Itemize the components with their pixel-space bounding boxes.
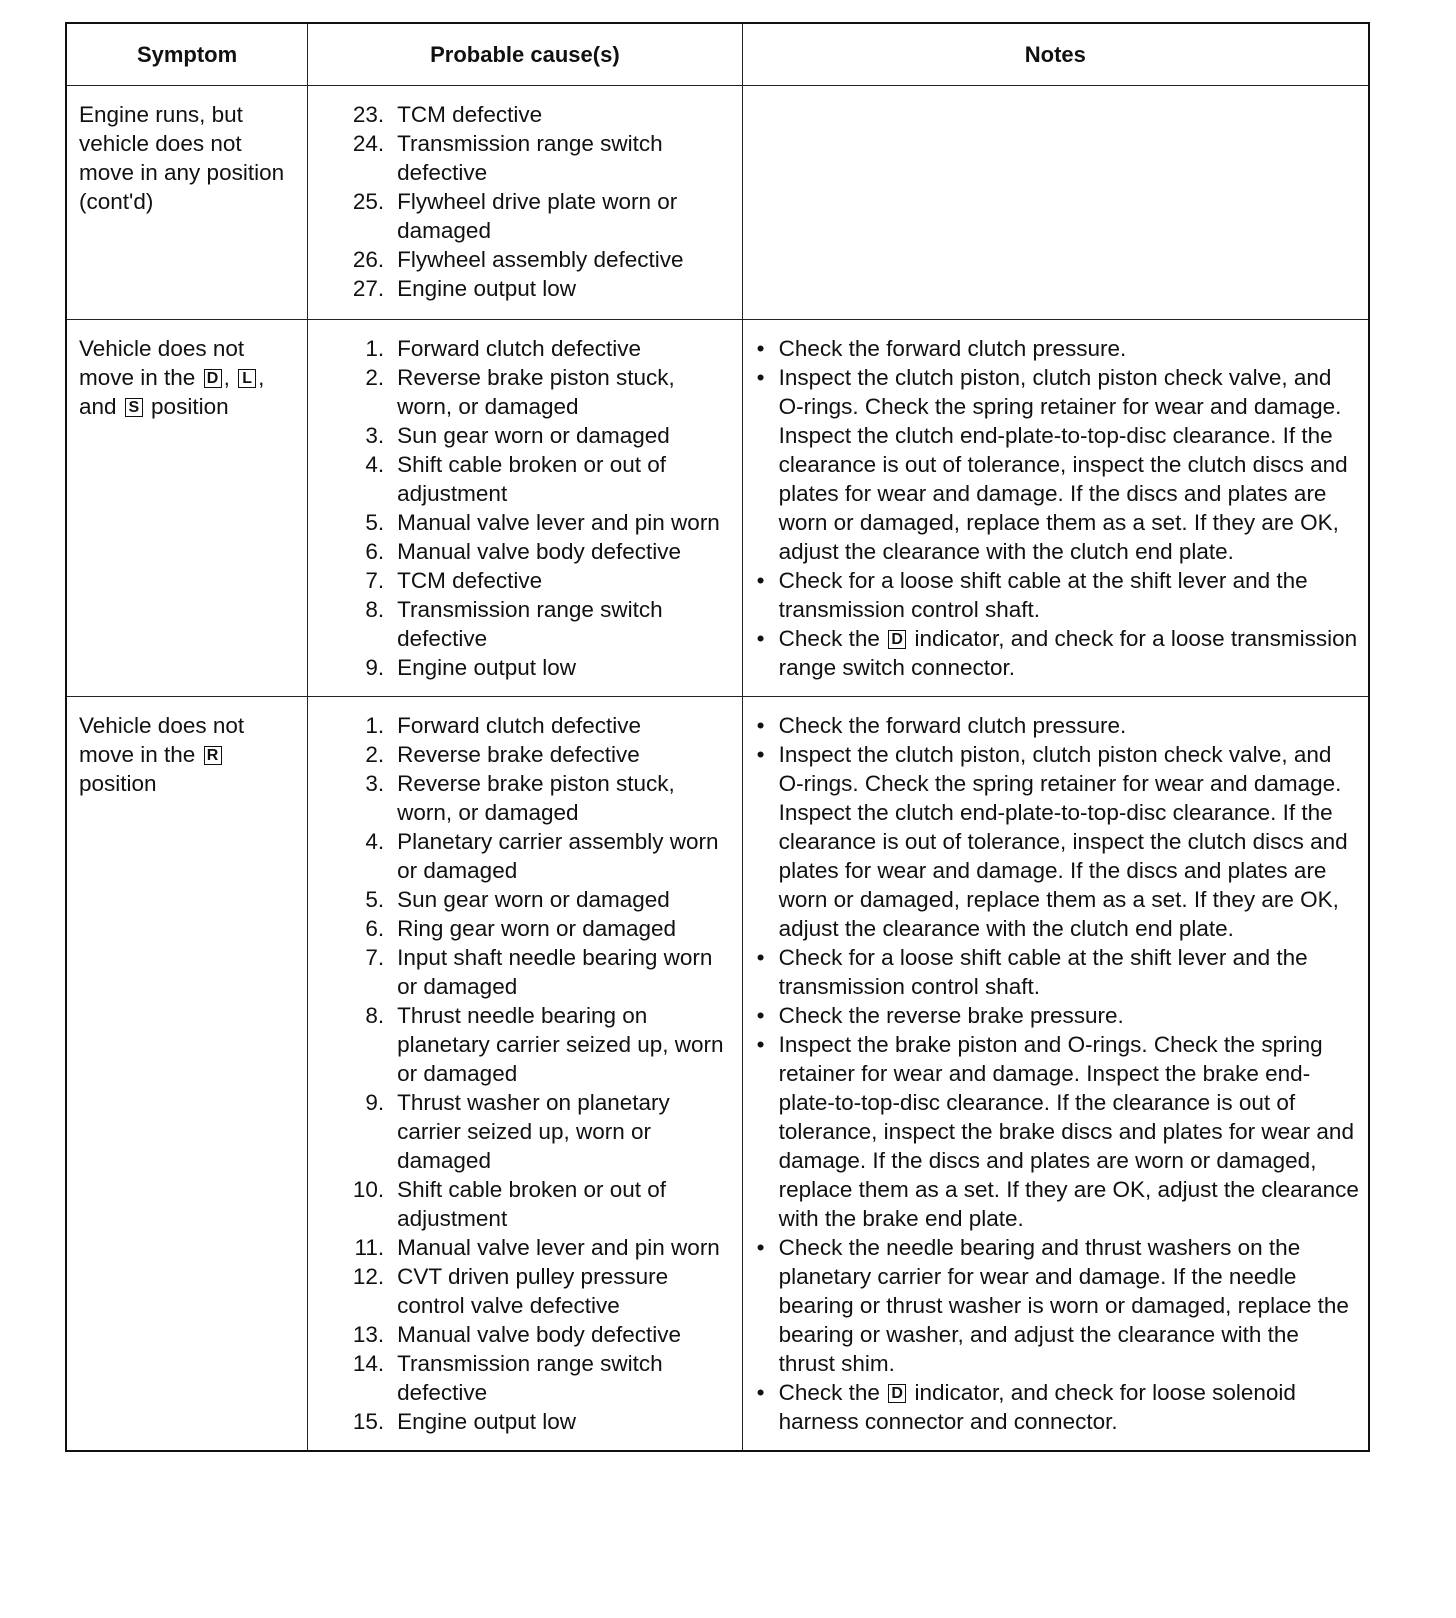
- cause-number: 8.: [365, 597, 385, 622]
- cause-item: [326, 1349, 735, 1407]
- note-item: [755, 334, 1360, 363]
- cause-text: TCM defective: [397, 102, 543, 127]
- cause-item: [326, 100, 735, 129]
- note-text: Inspect the brake piston and O-rings. Check the spring retainer for wear and damage. Inspect the brake end-plate-to-top-disc clearance. If the clearance is out of tolerance, inspect the brake discs and plates for wear and damage. If the discs and plates are worn or damaged, replace them as a set. If they are OK, adjust the clearance with the brake end plate.: [778, 1032, 1359, 1231]
- cause-number: 5.: [365, 510, 385, 535]
- cause-text: Input shaft needle bearing worn or damaged: [397, 945, 713, 999]
- cause-item: [326, 740, 735, 769]
- note-text: Check the forward clutch pressure.: [778, 336, 1127, 361]
- cause-number: 9.: [365, 655, 385, 680]
- cause-number: 26.: [352, 247, 385, 272]
- cause-text: Sun gear worn or damaged: [397, 423, 670, 448]
- cause-number: 10.: [352, 1177, 385, 1202]
- note-item: [755, 711, 1360, 740]
- bullet-icon: •: [756, 568, 765, 593]
- cause-number: 2.: [365, 742, 385, 767]
- cause-number: 23.: [352, 102, 385, 127]
- cause-text: Engine output low: [397, 1409, 577, 1434]
- cause-item: [326, 827, 735, 885]
- cause-item: [326, 129, 735, 187]
- cause-item: [326, 450, 735, 508]
- cause-number: 4.: [365, 829, 385, 854]
- gear-position-s-symbol: S: [125, 398, 143, 417]
- cause-item: [326, 1175, 735, 1233]
- cause-item: [326, 187, 735, 245]
- cause-item: [326, 653, 735, 682]
- cause-number: 24.: [352, 131, 385, 156]
- cause-item: [326, 1320, 735, 1349]
- notes-cell: [742, 320, 1369, 697]
- cause-item: [326, 508, 735, 537]
- table-row: [66, 320, 1369, 697]
- cause-number: 6.: [365, 539, 385, 564]
- bullet-icon: •: [756, 1032, 765, 1057]
- cause-number: 9.: [365, 1090, 385, 1115]
- cause-item: [326, 769, 735, 827]
- note-text: Check the D indicator, and check for loose solenoid harness connector and connector.: [778, 1380, 1296, 1434]
- cause-item: [326, 1001, 735, 1088]
- cause-text: Manual valve lever and pin worn: [397, 510, 720, 535]
- cause-text: Manual valve lever and pin worn: [397, 1235, 720, 1260]
- cause-number: 4.: [365, 452, 385, 477]
- cause-text: CVT driven pulley pressure control valve defective: [397, 1264, 669, 1318]
- note-item: [755, 943, 1360, 1001]
- note-item: [755, 566, 1360, 624]
- cause-text: Reverse brake defective: [397, 742, 640, 767]
- cause-number: 5.: [365, 887, 385, 912]
- cause-text: Forward clutch defective: [397, 336, 641, 361]
- header-probable-causes: Probable cause(s): [308, 23, 742, 86]
- table-row: [66, 697, 1369, 1452]
- note-text: Check the forward clutch pressure.: [778, 713, 1127, 738]
- cause-item: [326, 537, 735, 566]
- header-notes: Notes: [742, 23, 1369, 86]
- cause-number: 8.: [365, 1003, 385, 1028]
- cause-text: Engine output low: [397, 276, 577, 301]
- gear-position-l-symbol: L: [238, 369, 256, 388]
- gear-position-d-symbol: D: [204, 369, 222, 388]
- cause-text: Engine output low: [397, 655, 577, 680]
- bullet-icon: •: [756, 1380, 765, 1405]
- cause-text: Forward clutch defective: [397, 713, 641, 738]
- note-item: [755, 1233, 1360, 1378]
- bullet-icon: •: [756, 742, 765, 767]
- cause-text: Reverse brake piston stuck, worn, or damaged: [397, 771, 675, 825]
- cause-item: [326, 566, 735, 595]
- cause-text: Thrust needle bearing on planetary carrier seized up, worn or damaged: [397, 1003, 724, 1086]
- note-text: Check the needle bearing and thrust washers on the planetary carrier for wear and damage. If the needle bearing or thrust washer is worn or damaged, replace the bearing or washer, and adjust the clearance with the thrust shim.: [778, 1235, 1349, 1376]
- note-text: Check for a loose shift cable at the shift lever and the transmission control shaft.: [778, 568, 1308, 622]
- cause-number: 7.: [365, 945, 385, 970]
- cause-text: Transmission range switch defective: [397, 1351, 663, 1405]
- gear-position-d-symbol: D: [888, 630, 906, 649]
- cause-number: 13.: [352, 1322, 385, 1347]
- cause-number: 11.: [354, 1235, 385, 1260]
- header-symptom: Symptom: [66, 23, 308, 86]
- bullet-icon: •: [756, 336, 765, 361]
- cause-number: 27.: [352, 276, 385, 301]
- cause-text: Shift cable broken or out of adjustment: [397, 452, 667, 506]
- cause-number: 15.: [352, 1409, 385, 1434]
- cause-text: Shift cable broken or out of adjustment: [397, 1177, 667, 1231]
- bullet-icon: •: [756, 1235, 765, 1260]
- cause-item: [326, 274, 735, 303]
- cause-item: [326, 363, 735, 421]
- causes-cell: [308, 320, 742, 697]
- causes-cell: [308, 697, 742, 1452]
- cause-number: 14.: [352, 1351, 385, 1376]
- cause-item: [326, 1088, 735, 1175]
- cause-number: 2.: [365, 365, 385, 390]
- cause-number: 1.: [365, 713, 385, 738]
- cause-number: 25.: [352, 189, 385, 214]
- note-item: [755, 1378, 1360, 1436]
- cause-item: [326, 421, 735, 450]
- bullet-icon: •: [756, 713, 765, 738]
- cause-item: [326, 334, 735, 363]
- bullet-icon: •: [756, 1003, 765, 1028]
- cause-item: [326, 943, 735, 1001]
- cause-number: 3.: [365, 771, 385, 796]
- cause-text: Flywheel drive plate worn or damaged: [397, 189, 678, 243]
- note-item: [755, 1001, 1360, 1030]
- cause-item: [326, 1233, 735, 1262]
- bullet-icon: •: [756, 626, 765, 651]
- symptom-cell: Engine runs, but vehicle does not move in any position (cont'd): [66, 86, 308, 320]
- note-item: [755, 363, 1360, 566]
- cause-number: 7.: [365, 568, 385, 593]
- cause-text: Planetary carrier assembly worn or damaged: [397, 829, 719, 883]
- troubleshooting-table: [65, 22, 1370, 1452]
- cause-text: Reverse brake piston stuck, worn, or damaged: [397, 365, 675, 419]
- cause-text: Manual valve body defective: [397, 1322, 682, 1347]
- note-text: Check the reverse brake pressure.: [778, 1003, 1124, 1028]
- cause-item: [326, 595, 735, 653]
- cause-text: Transmission range switch defective: [397, 597, 663, 651]
- cause-item: [326, 914, 735, 943]
- cause-item: [326, 1407, 735, 1436]
- note-text: Check the D indicator, and check for a loose transmission range switch connector.: [778, 626, 1358, 680]
- cause-text: Thrust washer on planetary carrier seized up, worn or damaged: [397, 1090, 670, 1173]
- cause-text: Transmission range switch defective: [397, 131, 663, 185]
- cause-number: 6.: [365, 916, 385, 941]
- notes-cell: [742, 86, 1369, 320]
- causes-cell: [308, 86, 742, 320]
- cause-text: Manual valve body defective: [397, 539, 682, 564]
- symptom-cell: Vehicle does not move in the D , L , and S position: [66, 320, 308, 697]
- header-row: [66, 23, 1369, 86]
- cause-text: Flywheel assembly defective: [397, 247, 684, 272]
- cause-item: [326, 711, 735, 740]
- notes-cell: [742, 697, 1369, 1452]
- cause-number: 1.: [365, 336, 385, 361]
- note-item: [755, 1030, 1360, 1233]
- cause-number: 3.: [365, 423, 385, 448]
- cause-item: [326, 885, 735, 914]
- bullet-icon: •: [756, 945, 765, 970]
- note-text: Inspect the clutch piston, clutch piston check valve, and O-rings. Check the spring retainer for wear and damage. Inspect the clutch end-plate-to-top-disc clearance. If the clearance is out of tolerance, inspect the clutch discs and plates for wear and damage. If the discs and plates are worn or damaged, replace them as a set. If they are OK, adjust the clearance with the clutch end plate.: [778, 365, 1348, 564]
- table-row: [66, 86, 1369, 320]
- bullet-icon: •: [756, 365, 765, 390]
- note-item: [755, 740, 1360, 943]
- note-text: Check for a loose shift cable at the shift lever and the transmission control shaft.: [778, 945, 1308, 999]
- cause-text: Ring gear worn or damaged: [397, 916, 677, 941]
- gear-position-r-symbol: R: [204, 746, 222, 765]
- cause-number: 12.: [352, 1264, 385, 1289]
- note-item: [755, 624, 1360, 682]
- symptom-cell: Vehicle does not move in the R position: [66, 697, 308, 1452]
- cause-text: Sun gear worn or damaged: [397, 887, 670, 912]
- note-text: Inspect the clutch piston, clutch piston check valve, and O-rings. Check the spring retainer for wear and damage. Inspect the clutch end-plate-to-top-disc clearance. If the clearance is out of tolerance, inspect the clutch discs and plates for wear and damage. If the discs and plates are worn or damaged, replace them as a set. If they are OK, adjust the clearance with the clutch end plate.: [778, 742, 1348, 941]
- gear-position-d-symbol: D: [888, 1384, 906, 1403]
- cause-item: [326, 245, 735, 274]
- cause-item: [326, 1262, 735, 1320]
- cause-text: TCM defective: [397, 568, 543, 593]
